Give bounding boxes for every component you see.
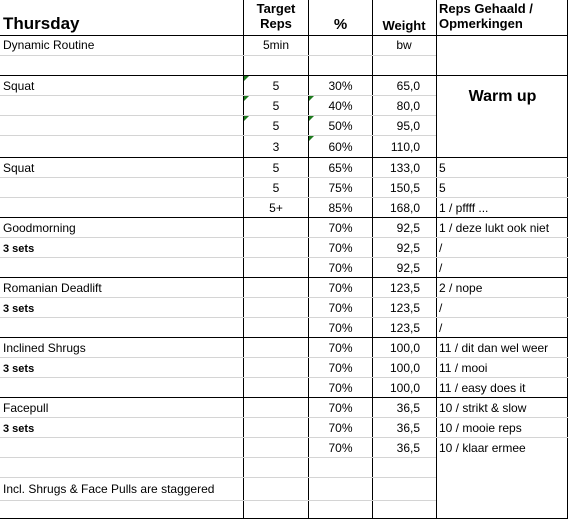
footnote-row bbox=[0, 482, 568, 498]
weight: 100,0 bbox=[389, 341, 420, 355]
note: / bbox=[439, 321, 443, 335]
table-row bbox=[0, 281, 568, 297]
percent: 70% bbox=[328, 261, 353, 275]
table-row bbox=[0, 79, 568, 95]
target-reps: 5min bbox=[262, 38, 289, 52]
percent-header: % bbox=[333, 16, 348, 33]
target-reps: 3 bbox=[272, 140, 280, 154]
percent: 50% bbox=[328, 119, 353, 133]
table-row bbox=[0, 119, 568, 135]
weight: 110,0 bbox=[390, 140, 420, 154]
table-row bbox=[0, 181, 568, 197]
target-reps-header-line1: Target bbox=[256, 1, 296, 16]
weight: 36,5 bbox=[396, 401, 420, 415]
percent: 75% bbox=[328, 181, 353, 195]
note: 10 / klaar ermee bbox=[439, 441, 526, 455]
percent: 85% bbox=[328, 201, 353, 215]
weight: 123,5 bbox=[389, 321, 420, 335]
day-title: Thursday bbox=[3, 14, 80, 33]
grid-line bbox=[0, 500, 436, 501]
notes-header-line2: Opmerkingen bbox=[439, 16, 523, 31]
comment-marker-icon bbox=[244, 116, 249, 121]
weight: 80,0 bbox=[396, 99, 420, 113]
grid-line bbox=[0, 477, 436, 478]
percent: 70% bbox=[328, 221, 353, 235]
weight: 100,0 bbox=[389, 381, 420, 395]
grid-line bbox=[0, 135, 436, 136]
table-row bbox=[0, 421, 568, 437]
target-reps: 5+ bbox=[269, 201, 283, 215]
percent: 70% bbox=[328, 301, 353, 315]
note: 1 / pffff ... bbox=[439, 201, 489, 215]
note: 2 / nope bbox=[439, 281, 483, 295]
percent: 70% bbox=[328, 381, 353, 395]
percent: 65% bbox=[328, 161, 353, 175]
note: 11 / mooi bbox=[439, 361, 488, 375]
weight: 36,5 bbox=[396, 421, 420, 435]
percent: 30% bbox=[328, 79, 353, 93]
weight: 168,0 bbox=[389, 201, 420, 215]
exercise-name: Facepull bbox=[3, 401, 49, 415]
weight: 123,5 bbox=[389, 281, 420, 295]
grid-line bbox=[0, 237, 568, 238]
grid-line bbox=[0, 95, 436, 96]
percent: 70% bbox=[328, 241, 353, 255]
weight: 150,5 bbox=[389, 181, 420, 195]
target-reps: 5 bbox=[272, 181, 280, 195]
exercise-name: Squat bbox=[3, 161, 35, 175]
note: / bbox=[439, 261, 443, 275]
table-row bbox=[0, 341, 568, 357]
comment-marker-icon bbox=[309, 96, 314, 101]
section-border bbox=[0, 75, 568, 76]
table-row bbox=[0, 241, 568, 257]
table-row bbox=[0, 301, 568, 317]
section-border bbox=[0, 337, 568, 338]
exercise-name: Goodmorning bbox=[3, 221, 76, 235]
grid-line bbox=[0, 55, 436, 56]
grid-line bbox=[0, 197, 568, 198]
note: 10 / mooie reps bbox=[439, 421, 522, 435]
percent: 70% bbox=[328, 341, 353, 355]
section-border bbox=[0, 277, 568, 278]
percent: 70% bbox=[328, 421, 353, 435]
percent: 70% bbox=[328, 321, 353, 335]
sets-label: 3 sets bbox=[3, 303, 35, 315]
table-row bbox=[0, 441, 568, 457]
note: 11 / dit dan wel weer bbox=[439, 341, 549, 355]
note: 11 / easy does it bbox=[439, 381, 526, 395]
target-reps: 5 bbox=[272, 79, 280, 93]
comment-marker-icon bbox=[244, 76, 249, 81]
weight: 92,5 bbox=[396, 261, 420, 275]
weight: 133,0 bbox=[389, 161, 420, 175]
sets-label: 3 sets bbox=[3, 363, 35, 375]
note: 5 bbox=[439, 161, 446, 175]
exercise-name: Inclined Shrugs bbox=[3, 341, 86, 355]
table-row bbox=[0, 38, 568, 54]
exercise-name: Dynamic Routine bbox=[3, 38, 95, 52]
percent: 40% bbox=[328, 99, 353, 113]
sets-label: 3 sets bbox=[3, 423, 35, 435]
table-row bbox=[0, 401, 568, 417]
warm-up-label: Warm up bbox=[468, 88, 537, 105]
comment-marker-icon bbox=[309, 136, 314, 141]
note: / bbox=[439, 241, 443, 255]
section-border bbox=[0, 397, 568, 398]
percent: 70% bbox=[328, 281, 353, 295]
exercise-name: Romanian Deadlift bbox=[3, 281, 102, 295]
grid-line bbox=[0, 417, 568, 418]
grid-line bbox=[0, 297, 568, 298]
section-border bbox=[0, 157, 568, 158]
percent: 70% bbox=[328, 441, 353, 455]
comment-marker-icon bbox=[244, 96, 249, 101]
table-row bbox=[0, 221, 568, 237]
header-row bbox=[0, 0, 568, 35]
weight: 100,0 bbox=[389, 361, 420, 375]
grid-line bbox=[0, 357, 568, 358]
weight: 36,5 bbox=[396, 441, 420, 455]
weight: 95,0 bbox=[396, 119, 420, 133]
grid-line bbox=[0, 115, 436, 116]
weight: 92,5 bbox=[396, 241, 420, 255]
note: 5 bbox=[439, 181, 446, 195]
sets-label: 3 sets bbox=[3, 243, 35, 255]
footnote: Incl. Shrugs & Face Pulls are staggered bbox=[3, 482, 215, 496]
weight-header: Weight bbox=[382, 18, 426, 33]
target-reps: 5 bbox=[272, 119, 280, 133]
percent: 60% bbox=[328, 140, 353, 154]
table-row bbox=[0, 261, 568, 277]
weight: 92,5 bbox=[396, 221, 420, 235]
grid-line bbox=[0, 177, 568, 178]
weight: 123,5 bbox=[389, 301, 420, 315]
notes-header-line1: Reps Gehaald / bbox=[439, 1, 533, 16]
note: 1 / deze lukt ook niet bbox=[439, 221, 550, 235]
target-reps-header-line2: Reps bbox=[260, 16, 292, 31]
table-row bbox=[0, 161, 568, 177]
exercise-name: Squat bbox=[3, 79, 35, 93]
table-row bbox=[0, 381, 568, 397]
table-row bbox=[0, 321, 568, 337]
table-row bbox=[0, 361, 568, 377]
comment-marker-icon bbox=[309, 116, 314, 121]
weight: bw bbox=[396, 38, 412, 52]
table-row bbox=[0, 201, 568, 217]
percent: 70% bbox=[328, 401, 353, 415]
weight: 65,0 bbox=[396, 79, 420, 93]
note: / bbox=[439, 301, 443, 315]
grid-line bbox=[0, 457, 436, 458]
note: 10 / strikt & slow bbox=[439, 401, 527, 415]
target-reps: 5 bbox=[272, 99, 280, 113]
table-row bbox=[0, 99, 568, 115]
section-border bbox=[0, 217, 568, 218]
target-reps: 5 bbox=[272, 161, 280, 175]
percent: 70% bbox=[328, 361, 353, 375]
table-row bbox=[0, 140, 568, 156]
